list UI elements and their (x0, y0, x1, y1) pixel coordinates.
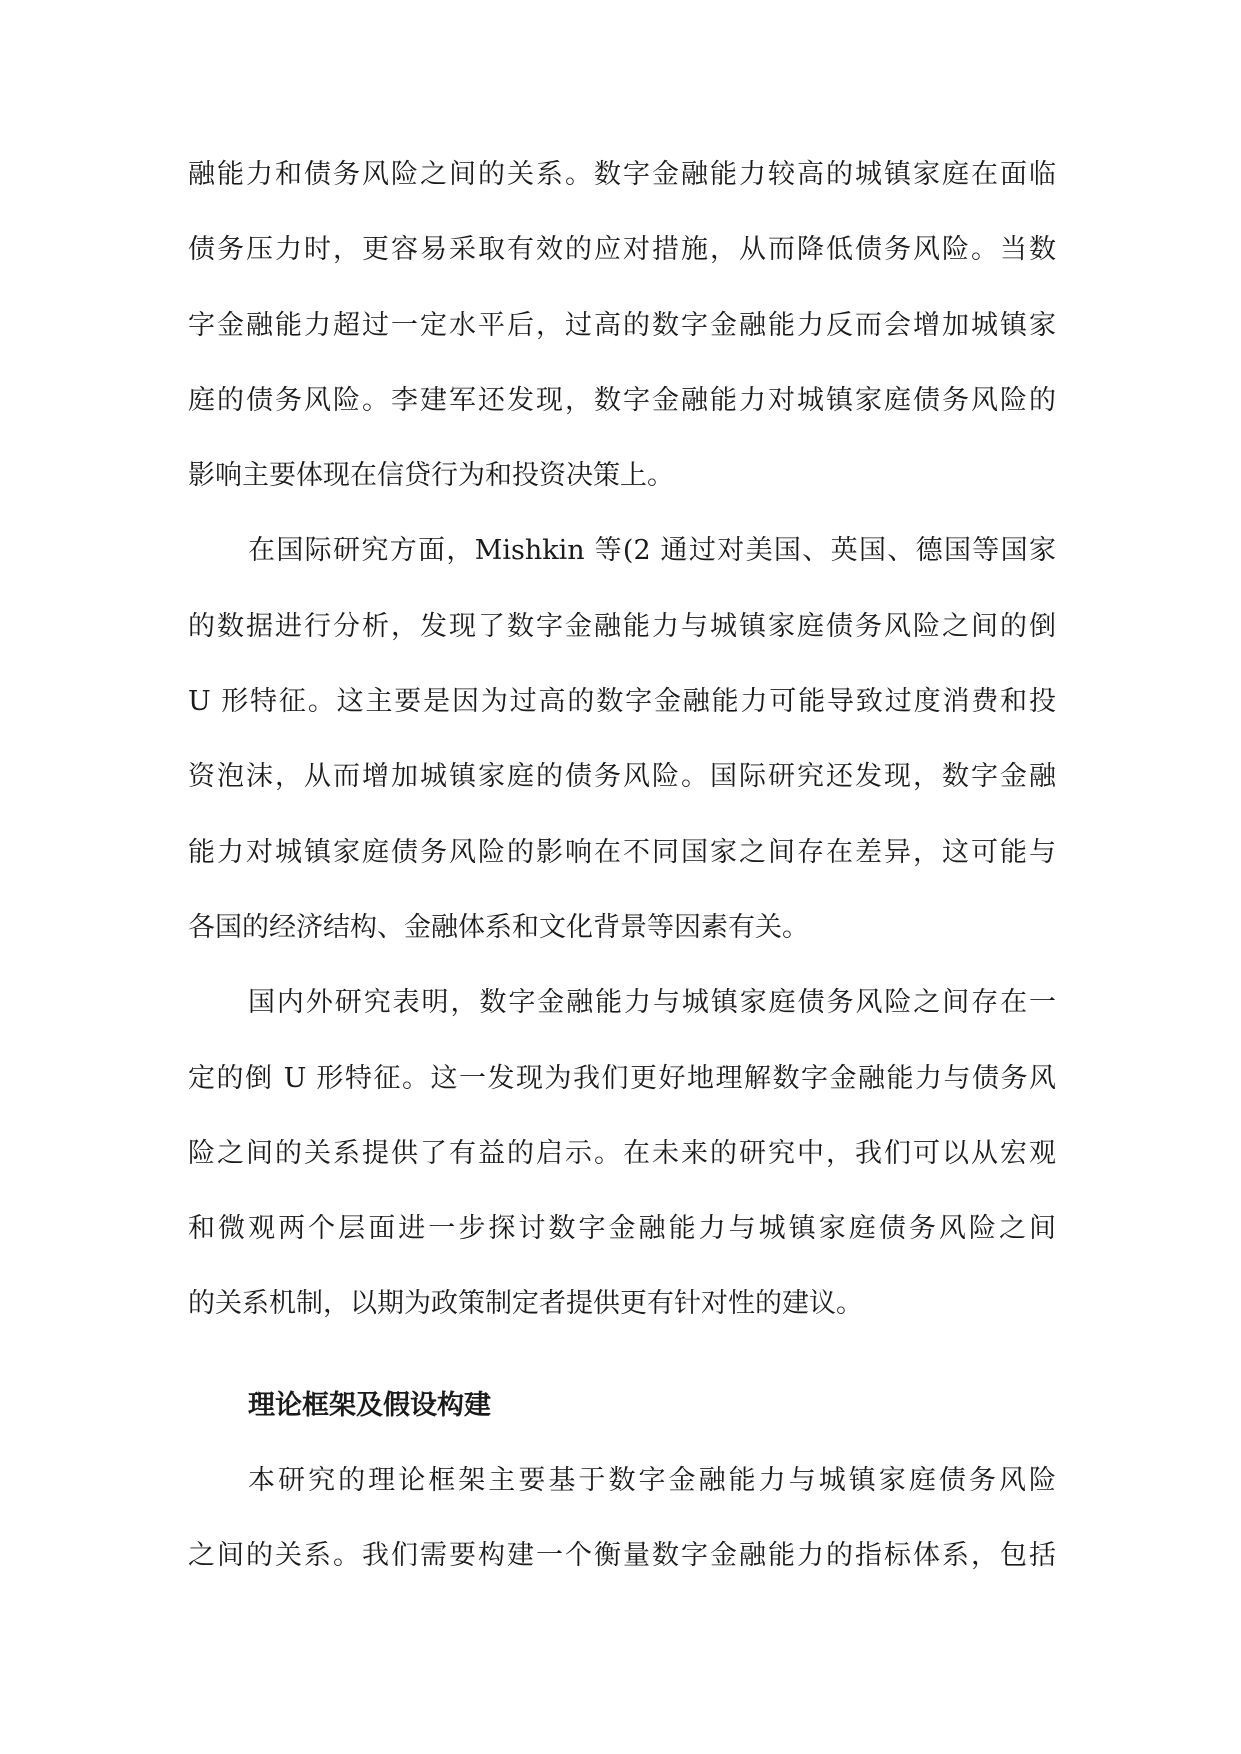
paragraph-2 (188, 513, 1056, 965)
text-line: 国内外研究表明，数字金融能力与城镇家庭债务风险之间存在一 (248, 987, 1056, 1019)
section-heading: 理论框架及假设构建 (248, 1389, 491, 1421)
text-line: 影响主要体现在信贷行为和投资决策上。 (188, 460, 674, 492)
text-line: 之间的关系。我们需要构建一个衡量数字金融能力的指标体系，包括 (188, 1540, 1056, 1572)
text-line: 在国际研究方面，Mishkin 等(2 通过对美国、英国、德国等国家 (248, 535, 1056, 567)
paragraph-1 (188, 137, 1056, 513)
text-line: 本研究的理论框架主要基于数字金融能力与城镇家庭债务风险 (248, 1465, 1056, 1497)
text-line: 和微观两个层面进一步探讨数字金融能力与城镇家庭债务风险之间 (188, 1213, 1056, 1245)
section-spacer (188, 1342, 1056, 1368)
text-line: 各国的经济结构、金融体系和文化背景等因素有关。 (188, 911, 809, 943)
text-line: 的数据进行分析，发现了数字金融能力与城镇家庭债务风险之间的倒 (188, 610, 1056, 642)
document-body (188, 137, 1056, 1594)
text-line: 资泡沫，从而增加城镇家庭的债务风险。国际研究还发现，数字金融 (188, 761, 1056, 793)
text-line: 债务压力时，更容易采取有效的应对措施，从而降低债务风险。当数 (188, 234, 1056, 266)
text-line: 能力对城镇家庭债务风险的影响在不同国家之间存在差异，这可能与 (188, 836, 1056, 868)
text-line: 融能力和债务风险之间的关系。数字金融能力较高的城镇家庭在面临 (188, 159, 1056, 190)
paragraph-3 (188, 965, 1056, 1341)
paragraph-4 (188, 1443, 1056, 1594)
text-line: 的关系机制，以期为政策制定者提供更有针对性的建议。 (188, 1288, 863, 1320)
text-line: 庭的债务风险。李建军还发现，数字金融能力对城镇家庭债务风险的 (188, 384, 1056, 416)
text-line: U 形特征。这主要是因为过高的数字金融能力可能导致过度消费和投 (188, 686, 1056, 718)
text-line: 字金融能力超过一定水平后，过高的数字金融能力反而会增加城镇家 (188, 309, 1056, 341)
text-line: 定的倒 U 形特征。这一发现为我们更好地理解数字金融能力与债务风 (188, 1062, 1056, 1094)
text-line: 险之间的关系提供了有益的启示。在未来的研究中，我们可以从宏观 (188, 1137, 1056, 1169)
